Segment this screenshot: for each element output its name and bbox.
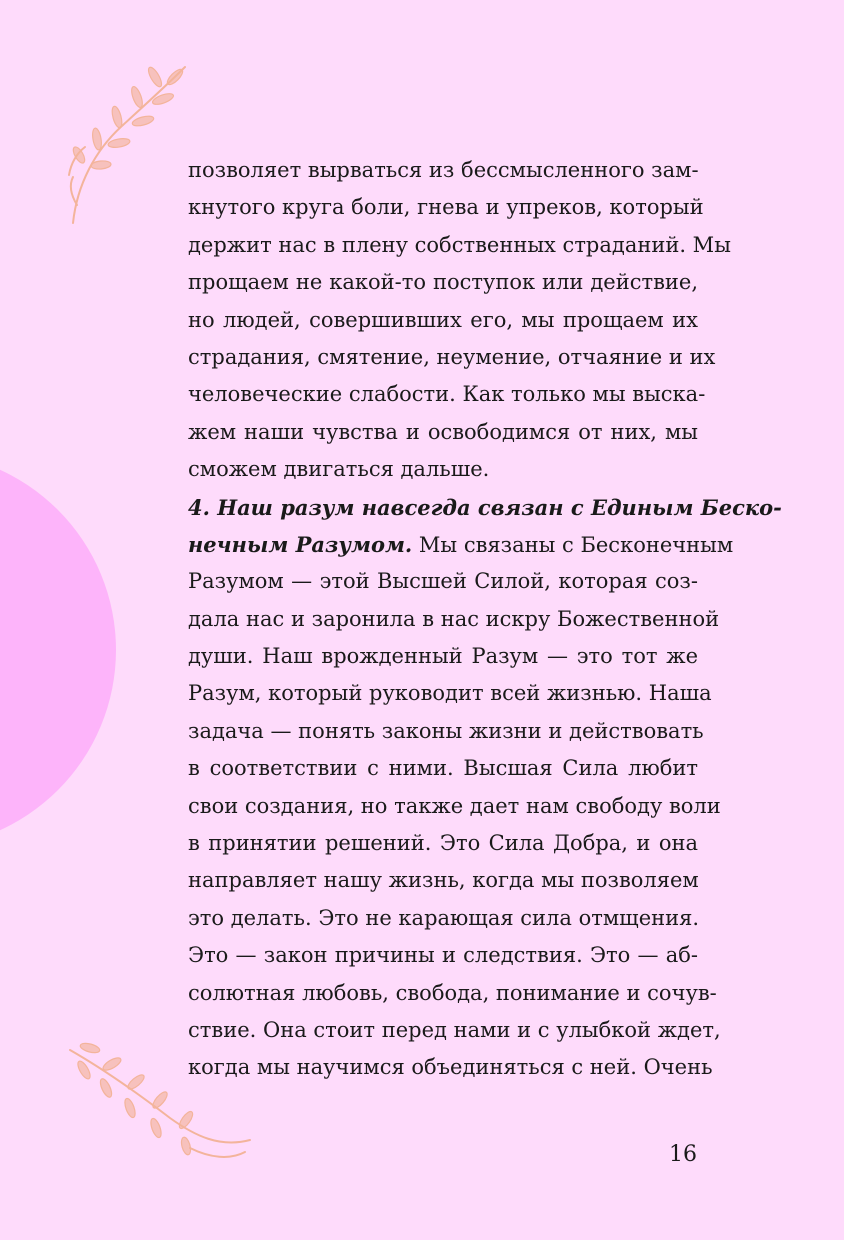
text-line: направляет нашу жизнь, когда мы позволяем [188,868,699,893]
section-heading-end: нечным Разумом. [188,531,413,557]
text-line: задача — понять законы жизни и действовать [188,718,704,743]
text-line: жем наши чувства и освободимся от них, мы [188,419,698,444]
page-number: 16 [669,1142,697,1167]
text-line: когда мы научимся объединяться с ней. Очень [188,1055,713,1080]
text-line: свои создания, но также дает нам свободу воли [188,793,721,818]
text-line: солютная любовь, свобода, понимание и сочув- [188,980,717,1005]
text-line: прощаем не какой-то поступок или действие, [188,270,698,295]
text-line: держит нас в плену собственных страданий. Мы [188,232,731,257]
text-line: Разум, который руководит всей жизнью. Наша [188,681,712,706]
text-line-rest: Мы связаны с Бесконечным [412,532,734,557]
text-line: кнутого круга боли, гнева и упреков, который [188,195,704,220]
text-line: дала нас и заронила в нас искру Божественной [188,606,720,631]
section-heading: 4. Наш разум навсегда связан с Единым Беско- [188,494,782,520]
text-line: страдания, смятение, неумение, отчаяние и их [188,344,716,369]
decorative-circle [0,452,116,848]
text-line: это делать. Это не карающая сила отмщения. [188,905,700,930]
text-line: человеческие слабости. Как только мы выска- [188,382,706,407]
page-body-text [188,152,782,1087]
text-line: души. Наш врожденный Разум — это тот же [188,644,698,669]
text-line: позволяет вырваться из бессмысленного зам- [188,158,699,182]
text-line: ствие. Она стоит перед нами и с улыбкой ждет, [188,1017,721,1042]
leaf-sprig-icon [55,55,205,230]
text-line [188,526,734,563]
text-line: в соответствии с ними. Высшая Сила любит [188,756,698,781]
text-line: Это — закон причины и следствия. Это — аб- [188,943,698,968]
text-line: сможем двигаться дальше. [188,457,490,482]
text-line: Разумом — этой Высшей Силой, которая соз- [188,569,698,594]
text-line: но людей, совершивших его, мы прощаем их [188,307,698,332]
text-line: в принятии решений. Это Сила Добра, и она [188,831,698,856]
